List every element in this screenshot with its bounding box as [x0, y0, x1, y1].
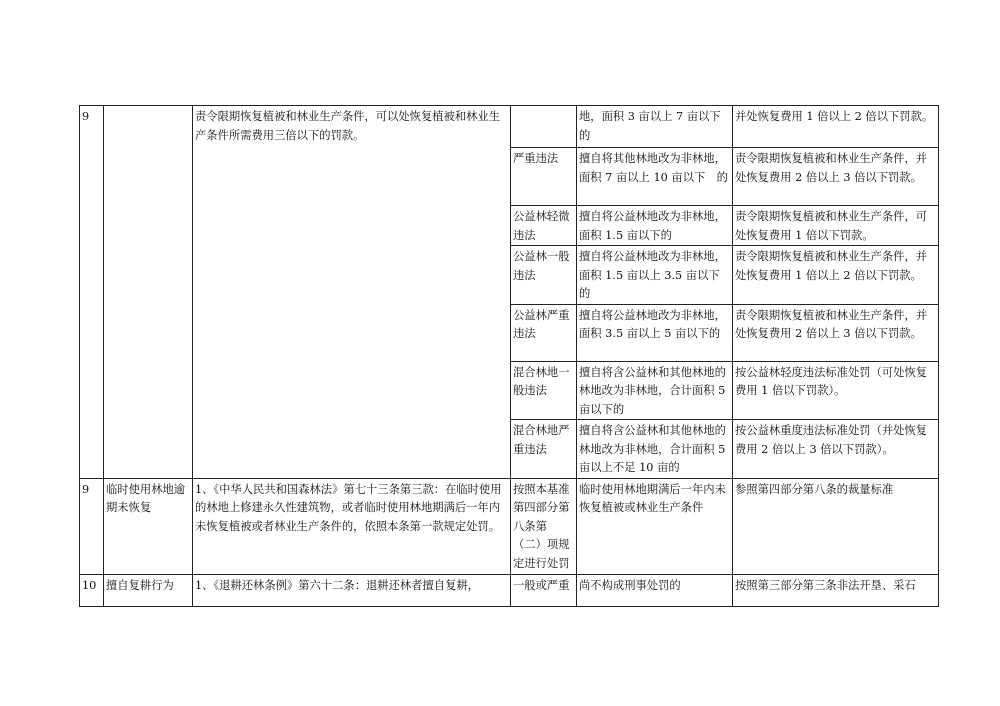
violation-level: 公益林一般违法 — [511, 246, 577, 305]
violation-level: 公益林轻微违法 — [511, 206, 577, 246]
row-number: 10 — [80, 574, 104, 606]
violation-level: 公益林严重违法 — [511, 304, 577, 361]
violation-level: 一般或严重 — [511, 574, 577, 606]
penalty-standard: 按照第三部分第三条非法开垦、采石 — [733, 574, 939, 606]
violation-level: 混合林地一般违法 — [511, 361, 577, 420]
violation-item: 擅自复耕行为 — [104, 574, 193, 606]
circumstance: 擅自将其他林地改为非林地，面积 7 亩以上 10 亩以下 的 — [577, 148, 733, 206]
penalty-standard-table — [79, 105, 939, 607]
penalty-standard: 责令限期恢复植被和林业生产条件，可处恢复费用 1 倍以下罚款。 — [733, 206, 939, 246]
circumstance: 地，面积 3 亩以上 7 亩以下的 — [577, 106, 733, 148]
circumstance: 尚不构成刑事处罚的 — [577, 574, 733, 606]
penalty-standard: 责令限期恢复植被和林业生产条件，并处恢复费用 2 倍以上 3 倍以下罚款。 — [733, 304, 939, 361]
penalty-standard: 责令限期恢复植被和林业生产条件，并处恢复费用 2 倍以上 3 倍以下罚款。 — [733, 148, 939, 206]
violation-level: 严重违法 — [511, 148, 577, 206]
circumstance: 擅自将含公益林和其他林地的林地改为非林地，合计面积 5 亩以下的 — [577, 361, 733, 420]
table-row — [80, 574, 939, 606]
violation-level: 按照本基准第四部分第八条第（二）项规定进行处罚 — [511, 478, 577, 574]
circumstance: 擅自将公益林地改为非林地，面积 1.5 亩以下的 — [577, 206, 733, 246]
circumstance: 临时使用林地期满后一年内未恢复植被或林业生产条件 — [577, 478, 733, 574]
circumstance: 擅自将公益林地改为非林地，面积 3.5 亩以上 5 亩以下的 — [577, 304, 733, 361]
legal-basis: 1、《中华人民共和国森林法》第七十三条第三款：在临时使用的林地上修建永久性建筑物，或者临时使用林地期满后一年内未恢复植被或者林业生产条件的，依照本条第一款规定处罚。 — [193, 478, 511, 574]
penalty-standard: 责令限期恢复植被和林业生产条件，并处恢复费用 1 倍以上 2 倍以下罚款。 — [733, 246, 939, 305]
violation-item: 临时使用林地逾期未恢复 — [104, 478, 193, 574]
circumstance: 擅自将含公益林和其他林地的林地改为非林地，合计面积 5 亩以上不足 10 亩的 — [577, 420, 733, 479]
violation-level — [511, 106, 577, 148]
violation-level: 混合林地严重违法 — [511, 420, 577, 479]
legal-basis: 1、《退耕还林条例》第六十二条：退耕还林者擅自复耕， — [193, 574, 511, 606]
penalty-standard: 按公益林轻度违法标准处罚（可处恢复费用 1 倍以下罚款）。 — [733, 361, 939, 420]
row-number: 9 — [80, 106, 104, 479]
legal-basis: 责令限期恢复植被和林业生产条件，可以处恢复植被和林业生产条件所需费用三倍以下的罚款。 — [193, 106, 511, 479]
penalty-standard: 按公益林重度违法标准处罚（并处恢复费用 2 倍以上 3 倍以下罚款）。 — [733, 420, 939, 479]
table-row — [80, 106, 939, 148]
penalty-standard: 并处恢复费用 1 倍以上 2 倍以下罚款。 — [733, 106, 939, 148]
circumstance: 擅自将公益林地改为非林地，面积 1.5 亩以上 3.5 亩以下的 — [577, 246, 733, 305]
table-row — [80, 478, 939, 574]
violation-item — [104, 106, 193, 479]
penalty-standard: 参照第四部分第八条的裁量标准 — [733, 478, 939, 574]
row-number: 9 — [80, 478, 104, 574]
